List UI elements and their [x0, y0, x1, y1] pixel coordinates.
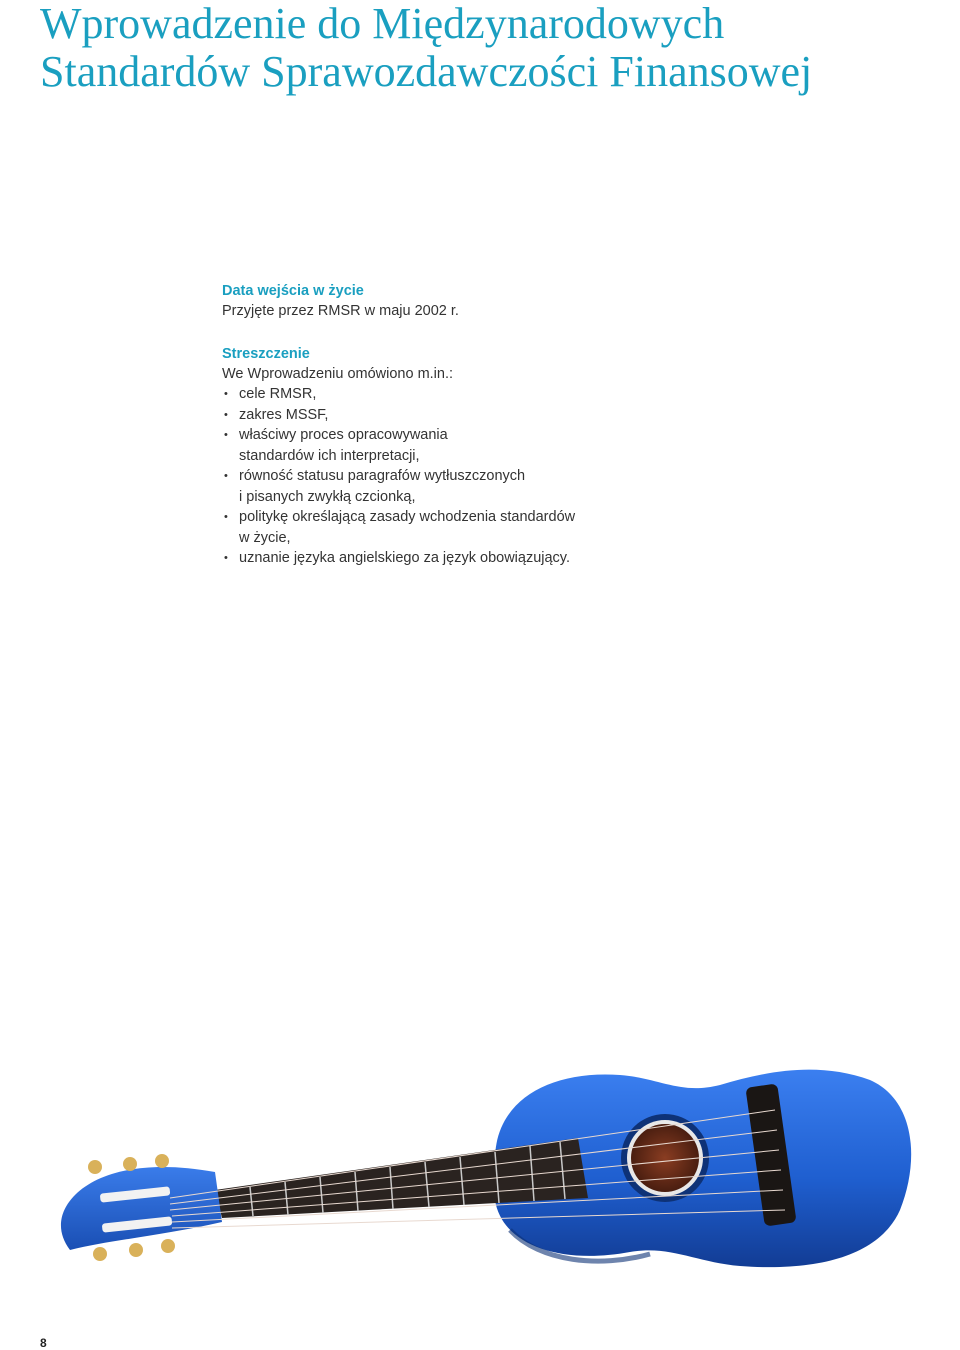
effective-date-section [222, 281, 459, 321]
bullet-icon: • [224, 388, 228, 400]
bullet-icon: • [224, 429, 228, 441]
bullet-icon: • [224, 408, 228, 421]
page-title [40, 0, 812, 96]
summary-list-item-text: w życie, [239, 529, 291, 546]
summary-list-item [222, 384, 575, 405]
page-title-line-1: Wprowadzenie do Międzynarodowych [40, 0, 725, 48]
summary-list-item-text: i pisanych zwykłą czcionką, [239, 488, 416, 505]
summary-list-item-text: zakres MSSF, [239, 406, 329, 423]
summary-list-item [222, 548, 575, 569]
bullet-icon: • [224, 552, 228, 564]
page-title-line-2: Standardów Sprawozdawczości Finansowej [40, 47, 813, 96]
bullet-icon: • [224, 470, 228, 482]
summary-list-item [222, 507, 575, 548]
effective-date-heading: Data wejścia w życie [222, 283, 364, 299]
guitar-image [40, 1040, 920, 1280]
bullet-icon: • [224, 511, 228, 523]
summary-list-item-text: uznanie języka angielskiego za język obowiązujący. [239, 550, 571, 566]
summary-list-item-text: właściwy proces opracowywania [239, 427, 448, 443]
summary-list-item-text: politykę określającą zasady wchodzenia standardów [239, 509, 576, 525]
summary-list-item-text: równość statusu paragrafów wytłuszczonych [239, 468, 526, 484]
effective-date-text: Przyjęte przez RMSR w maju 2002 r. [222, 303, 459, 319]
summary-list-item [222, 405, 575, 426]
summary-list-item [222, 425, 575, 466]
summary-heading: Streszczenie [222, 346, 310, 362]
summary-intro: We Wprowadzeniu omówiono m.in.: [222, 366, 454, 382]
summary-list-item-text: cele RMSR, [239, 386, 317, 402]
summary-list-item-text: standardów ich interpretacji, [239, 447, 420, 464]
page-number: 8 [40, 1336, 47, 1350]
summary-section [222, 344, 575, 569]
summary-list [222, 384, 575, 569]
summary-list-item [222, 466, 575, 507]
